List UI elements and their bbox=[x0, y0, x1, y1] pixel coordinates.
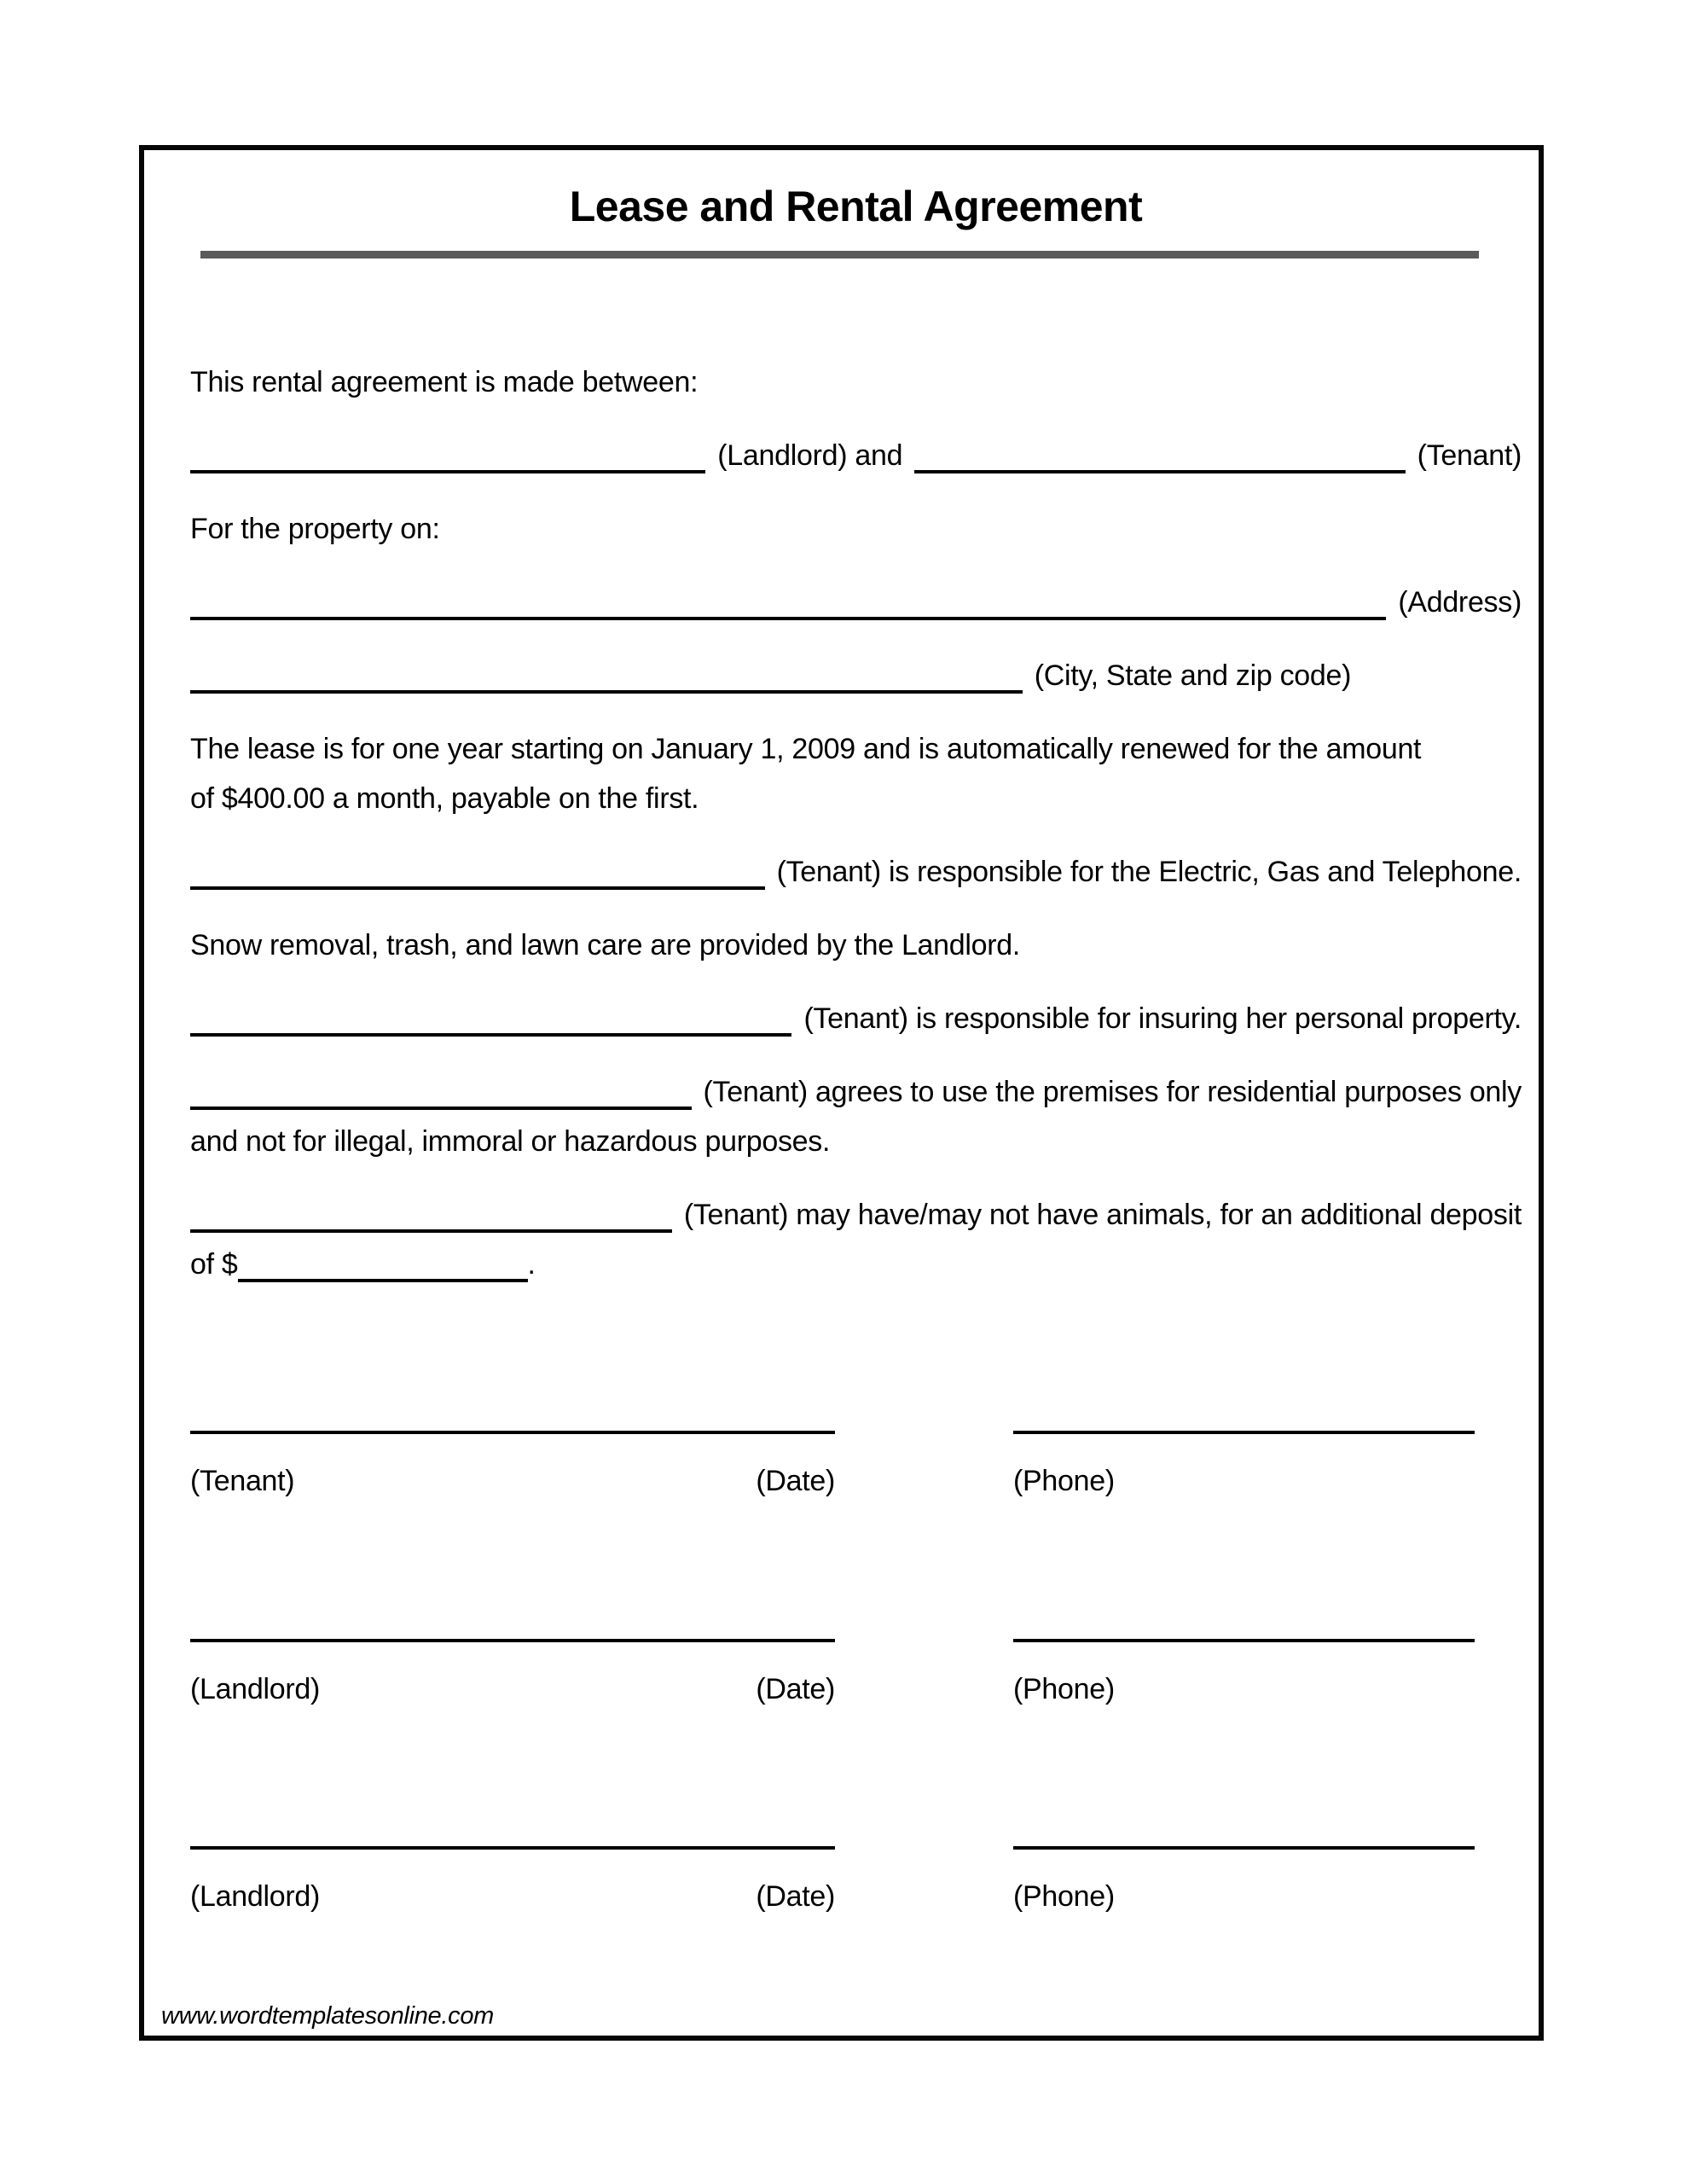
utilities-tenant-blank bbox=[190, 847, 765, 890]
tenant-signature-line bbox=[190, 1431, 835, 1434]
signature-gap bbox=[835, 1850, 1013, 1921]
intro-line: This rental agreement is made between: bbox=[190, 366, 699, 398]
utilities-text: (Tenant) is responsible for the Electric, Gas and Telephone. bbox=[776, 856, 1522, 888]
document-title: Lease and Rental Agreement bbox=[569, 183, 1143, 230]
title-divider-rule bbox=[200, 251, 1479, 258]
city-state-zip-blank bbox=[190, 651, 1023, 694]
address-label: (Address) bbox=[1398, 586, 1522, 619]
parties-line bbox=[190, 431, 1522, 480]
landlord2-signature-line bbox=[190, 1846, 835, 1850]
signature-row-landlord2-labels bbox=[190, 1850, 1522, 1921]
lease-term-paragraph bbox=[190, 724, 1522, 823]
animals-line1-row bbox=[190, 1190, 1522, 1240]
landlord2-date-label: (Date) bbox=[756, 1880, 835, 1913]
landlord2-signature-label: (Landlord) bbox=[190, 1880, 320, 1913]
tenant-phone-label: (Phone) bbox=[1013, 1465, 1115, 1497]
insurance-text: (Tenant) is responsible for insuring her personal property. bbox=[803, 1002, 1522, 1035]
animals-line1-text: (Tenant) may have/may not have animals, for an additional deposit bbox=[683, 1199, 1522, 1231]
deposit-prefix: of $ bbox=[190, 1248, 238, 1281]
tenant-name-blank bbox=[914, 431, 1405, 473]
animals-paragraph bbox=[190, 1190, 1522, 1289]
footer-url: www.wordtemplatesonline.com bbox=[161, 2002, 495, 2030]
insurance-tenant-blank bbox=[190, 994, 791, 1037]
services-line: Snow removal, trash, and lawn care are provided by the Landlord. bbox=[190, 929, 1021, 961]
landlord1-signature-line bbox=[190, 1639, 835, 1642]
city-state-zip-label: (City, State and zip code) bbox=[1034, 659, 1352, 692]
animals-tenant-blank bbox=[190, 1190, 672, 1233]
use-tenant-blank bbox=[190, 1067, 692, 1110]
landlord2-phone-label: (Phone) bbox=[1013, 1880, 1115, 1913]
deposit-suffix: . bbox=[527, 1248, 536, 1281]
landlord2-phone-line bbox=[1013, 1846, 1475, 1850]
lease-term-line2: of $400.00 a month, payable on the first. bbox=[190, 782, 699, 815]
city-state-zip-line bbox=[190, 651, 1522, 700]
landlord1-phone-line bbox=[1013, 1639, 1475, 1642]
landlord-name-blank bbox=[190, 431, 705, 473]
tenant-signature-label: (Tenant) bbox=[190, 1465, 295, 1497]
tenant-phone-line bbox=[1013, 1431, 1475, 1434]
tenant-date-label: (Date) bbox=[756, 1465, 835, 1497]
landlord1-date-label: (Date) bbox=[756, 1673, 835, 1705]
use-line1-row bbox=[190, 1067, 1522, 1117]
utilities-line bbox=[190, 847, 1522, 897]
property-heading: For the property on: bbox=[190, 513, 440, 545]
signature-row-landlord1-labels bbox=[190, 1642, 1522, 1714]
address-blank bbox=[190, 578, 1386, 620]
deposit-amount-blank bbox=[238, 1240, 528, 1282]
deposit-line-row bbox=[190, 1240, 1522, 1289]
use-line1-text: (Tenant) agrees to use the premises for residential purposes only bbox=[703, 1076, 1522, 1108]
use-paragraph bbox=[190, 1067, 1522, 1166]
insurance-line bbox=[190, 994, 1522, 1043]
landlord-label: (Landlord) and bbox=[717, 439, 903, 472]
address-line bbox=[190, 578, 1522, 627]
signature-gap bbox=[835, 1642, 1013, 1714]
landlord1-phone-label: (Phone) bbox=[1013, 1673, 1115, 1705]
lease-term-line1: The lease is for one year starting on January 1, 2009 and is automatically renewed for the amount bbox=[190, 733, 1422, 765]
use-line2-text: and not for illegal, immoral or hazardous purposes. bbox=[190, 1125, 831, 1158]
signature-gap bbox=[835, 1434, 1013, 1506]
document-page bbox=[139, 145, 1544, 2041]
signature-row-tenant-labels bbox=[190, 1434, 1522, 1506]
tenant-label: (Tenant) bbox=[1417, 439, 1522, 472]
landlord1-signature-label: (Landlord) bbox=[190, 1673, 320, 1705]
